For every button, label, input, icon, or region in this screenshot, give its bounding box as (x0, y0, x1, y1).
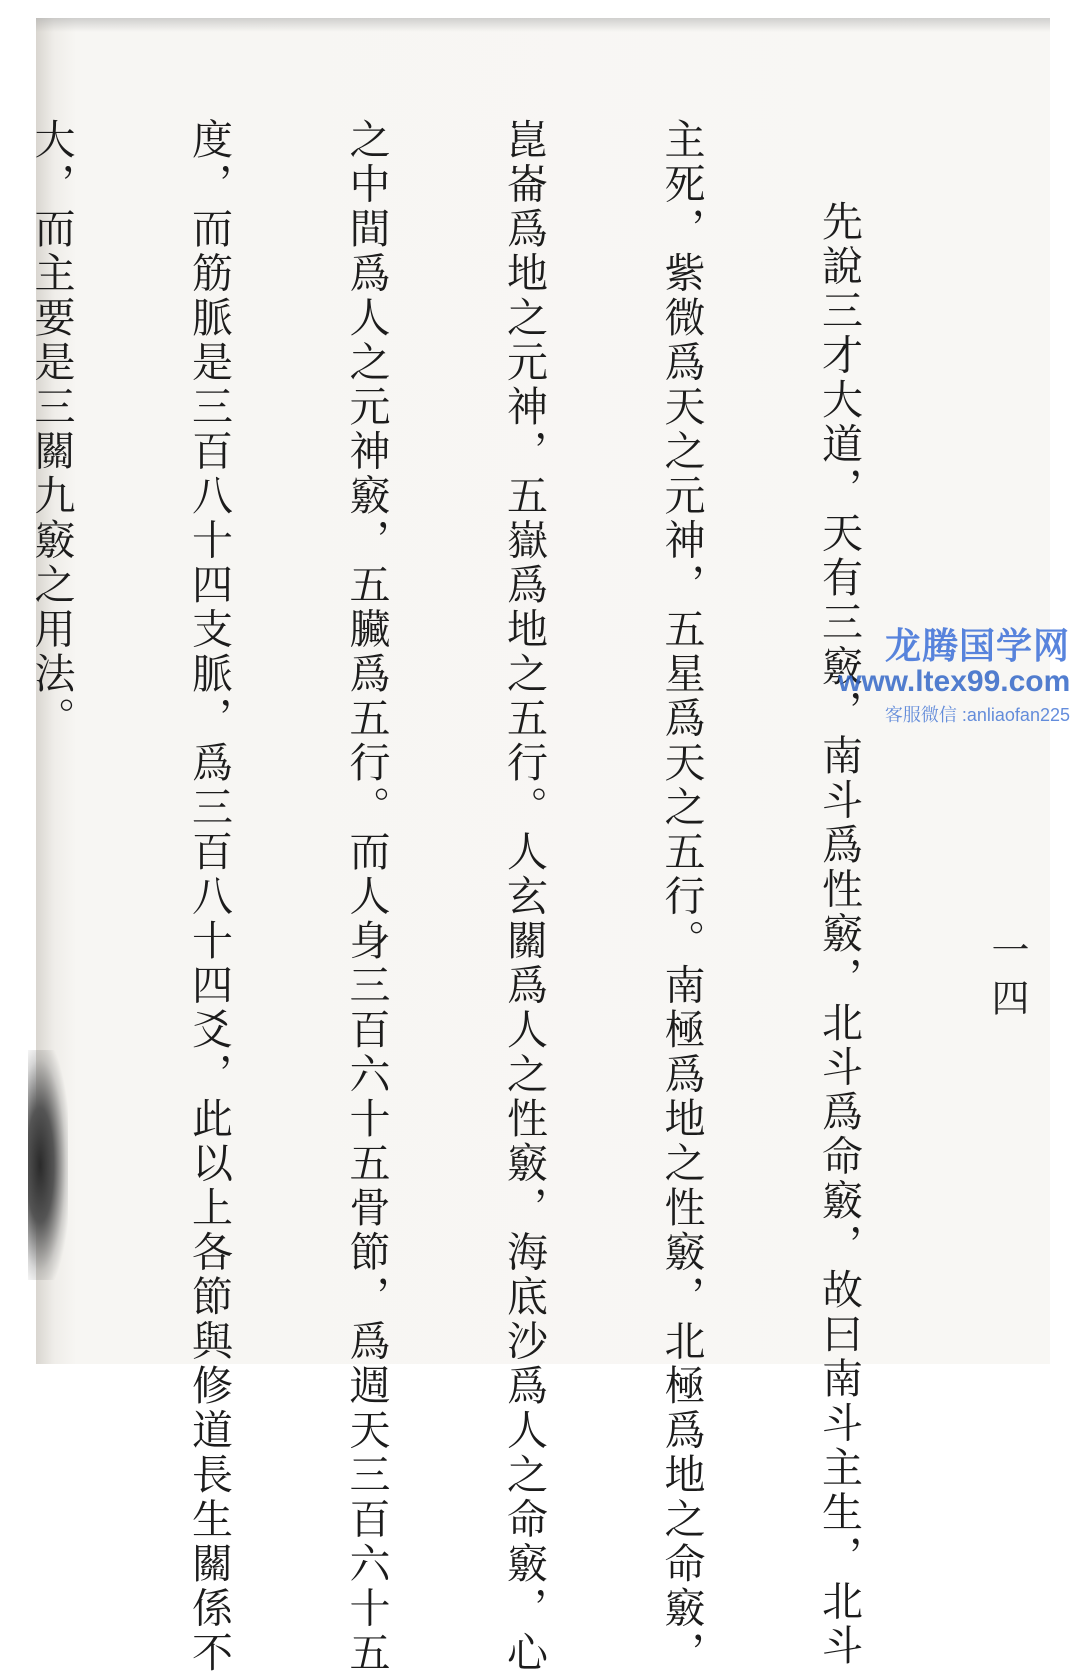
watermark-contact: 客服微信 :anliaofan225 (884, 705, 1070, 725)
watermark-site-name: 龙腾国学网 (884, 625, 1070, 666)
text-column: 先說三才大道，天有三竅，南斗爲性竅，北斗爲命竅，故曰南斗主生，北斗 (815, 200, 863, 1669)
vertical-text-body (0, 118, 970, 1676)
text-column: 崑崙爲地之元神，五嶽爲地之五行。人玄關爲人之性竅，海底沙爲人之命竅，心 (500, 118, 548, 1676)
scan-shadow-top (36, 18, 1050, 32)
watermark-url: www.ltex99.com (838, 665, 1071, 698)
page-number: 一四 (985, 930, 1029, 1026)
text-column: 主死，紫微爲天之元神，五星爲天之五行。南極爲地之性竅，北極爲地之命竅， (657, 118, 706, 1676)
watermark (838, 618, 1070, 727)
text-column: 之中間爲人之元神竅，五臟爲五行。而人身三百六十五骨節，爲週天三百六十五 (342, 118, 391, 1676)
text-column: 大，而主要是三關九竅之用法。 (27, 118, 76, 741)
text-column: 度，而筋脈是三百八十四支脈，爲三百八十四爻，此以上各節與修道長生關係不 (185, 118, 233, 1676)
